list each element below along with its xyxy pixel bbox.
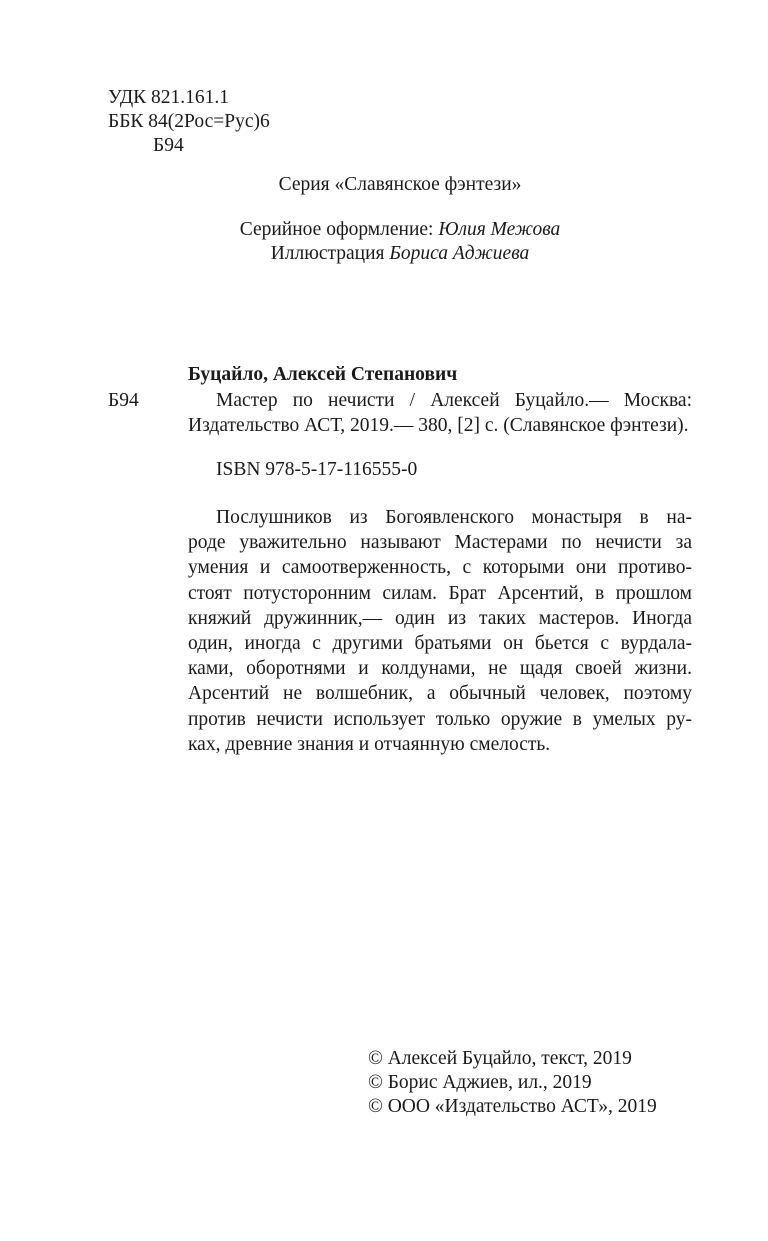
annotation-line: Послушников из Богоявленского монастыря в на- [216,507,692,528]
copyright-line: © Алексей Буцайло, текст, 2019 [368,1048,632,1069]
annotation-line: роде уважительно называют Мастерами по нечисти за [188,532,692,554]
annotation-line: княжий дружинник,— один из таких мастеров. Иногда [188,607,692,629]
udk-code: УДК 821.161.1 [108,87,230,108]
catalog-author-mark: Б94 [108,390,139,411]
annotation-line: ках, древние знания и отчаянную смелость. [188,733,551,755]
design-credit: Серийное оформление: Юлия Межова [239,219,561,240]
copyright-line: © Борис Аджиев, ил., 2019 [368,1072,592,1093]
bibliographic-description: Мастер по нечисти / Алексей Буцайло.— Москва: Издательство АСТ, 2019.— 380, [2] с. (Славянское фэнтези). [188,390,692,436]
author-mark: Б94 [153,135,184,156]
isbn: ISBN 978-5-17-116555-0 [216,459,418,480]
designer-name: Юлия Межова [438,219,561,240]
credits [0,218,768,266]
annotation-line: стоят потусторонним силам. Брат Арсентий, в прошлом [188,582,692,604]
copyright-block [368,1047,657,1119]
annotation-line: один, иногда с другими братьями он бьется с вурдала- [188,633,692,655]
annotation-line: умения и самоотверженность, с которыми они противо- [188,557,692,579]
illustrator-name: Бориса Аджиева [389,243,530,264]
annotation-line: ками, оборотнями и колдунами, не щадя своей жизни. [188,658,692,680]
author-heading: Буцайло, Алексей Степанович [188,364,458,385]
annotation [188,505,692,757]
annotation-line: против нечисти использует только оружие в умелых ру- [188,708,692,730]
series-title: Серия «Славянское фэнтези» [278,174,522,195]
illustration-credit: Иллюстрация Бориса Аджиева [270,243,530,264]
annotation-line: Арсентий не волшебник, а обычный человек, поэтому [188,683,692,705]
bbk-code: ББК 84(2Рос=Рус)6 [108,111,270,132]
copyright-line: © ООО «Издательство АСТ», 2019 [368,1096,657,1117]
classification-codes [108,86,270,158]
